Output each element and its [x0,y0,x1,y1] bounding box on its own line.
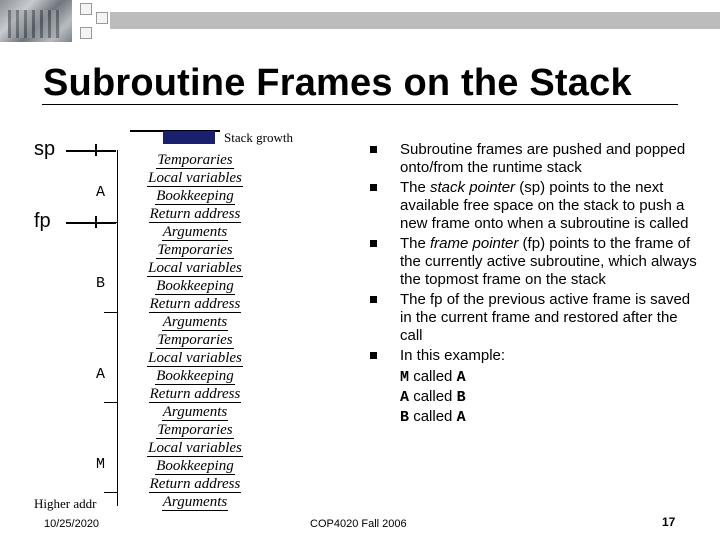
footer-course: COP4020 Fall 2006 [310,518,407,530]
header-bar [110,12,720,29]
frame-boundary-2 [104,312,118,313]
stack-frame-b [120,241,270,331]
frame-boundary-4 [104,492,118,493]
header-square-top [80,3,92,15]
bullet-square-icon [370,296,377,303]
stack-frame-a-top [120,151,270,241]
stack-row: Return address [149,476,241,492]
frame-label-a-bottom: A [96,366,106,383]
sp-arrow-tick [95,144,97,156]
stack-row: Local variables [148,170,242,186]
bullet-square-icon [370,240,377,247]
stack-growth-label: Stack growth [224,130,293,145]
stack-row: Temporaries [157,152,233,168]
stack-frame-a-bottom [120,331,270,421]
stack-row: Temporaries [157,242,233,258]
stack-growth-marker [163,131,215,144]
frame-label-m: M [96,456,106,473]
header-square-bottom [80,27,92,39]
stack-row: Bookkeeping [156,188,234,204]
stack-row: Bookkeeping [156,458,234,474]
fp-label: fp [34,210,51,232]
higher-addr-label: Higher addr [34,496,97,511]
example-line: M called A [400,368,466,386]
frame-boundary-3 [104,402,118,403]
bullet-item: The stack pointer (sp) points to the next available free space on the stack to push a new frame onto when a subroutine is called [370,179,700,233]
stack-row: Arguments [162,314,228,330]
stack-diagram [120,151,270,511]
page-number: 17 [662,515,676,529]
bullet-item: Subroutine frames are pushed and popped onto/from the runtime stack [370,141,700,177]
stack-row: Local variables [148,260,242,276]
frame-bracket-line [117,150,118,506]
stack-row: Bookkeeping [156,278,234,294]
stack-row: Temporaries [157,332,233,348]
bullet-square-icon [370,146,377,153]
bullet-list [370,141,700,427]
stack-row: Bookkeeping [156,368,234,384]
example-line: A called B [400,388,466,406]
sp-label: sp [34,138,56,160]
header-photo [0,0,72,42]
stack-row: Arguments [162,494,228,510]
bullet-square-icon [370,352,377,359]
bullet-square-icon [370,184,377,191]
bullet-item: The frame pointer (fp) points to the frame of the currently active subroutine, which always the topmost frame on the stack [370,235,700,289]
example-line: B called A [400,408,466,426]
stack-row: Return address [149,296,241,312]
footer-date: 10/25/2020 [44,518,100,530]
frame-boundary-1 [104,222,118,223]
sp-arrow [66,150,116,152]
stack-frame-m [120,421,270,511]
slide-title: Subroutine Frames on the Stack [43,62,632,104]
stack-row: Temporaries [157,422,233,438]
frame-label-a-top: A [96,184,106,201]
fp-arrow-tick [95,216,97,228]
header-square-mid [96,12,108,24]
stack-row: Arguments [162,224,228,240]
stack-row: Return address [149,206,241,222]
stack-row: Local variables [148,440,242,456]
stack-row: Return address [149,386,241,402]
title-divider [42,104,678,105]
stack-row: Arguments [162,404,228,420]
bullet-item: In this example: [370,347,700,365]
stack-row: Local variables [148,350,242,366]
bullet-item: The fp of the previous active frame is saved in the current frame and restored after the call [370,291,700,345]
frame-label-b: B [96,275,106,292]
